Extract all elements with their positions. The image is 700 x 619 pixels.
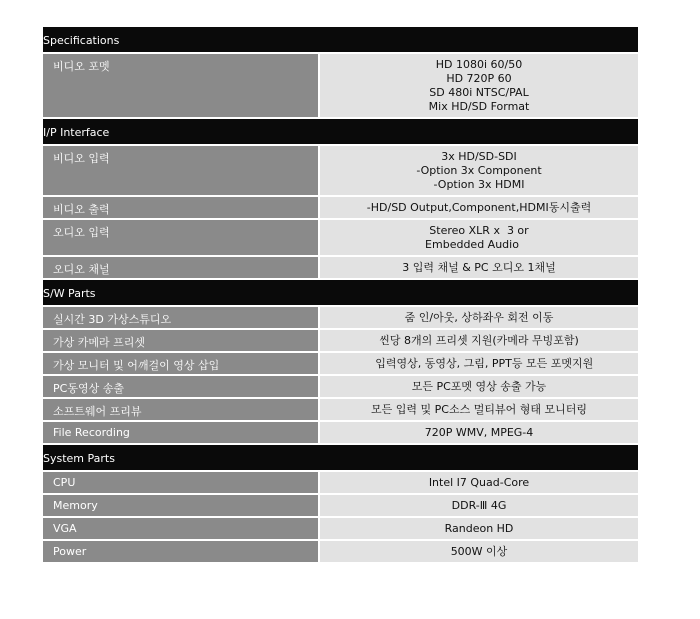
spec-value-line: 씬당 8개의 프리셋 지원(카메라 무빙포함) xyxy=(379,334,579,347)
spec-row xyxy=(43,220,638,257)
spec-value-line: 입력영상, 동영상, 그림, PPT등 모든 포멧지원 xyxy=(364,357,594,370)
spec-value xyxy=(320,495,638,516)
spec-value xyxy=(320,541,638,562)
spec-value xyxy=(320,353,638,374)
spec-value-line: 모든 입력 및 PC소스 멀티뷰어 형태 모니터링 xyxy=(371,403,587,416)
spec-value xyxy=(320,376,638,397)
section-header: I/P Interface xyxy=(43,119,638,146)
spec-row xyxy=(43,54,638,119)
spec-label: VGA xyxy=(43,518,320,539)
spec-value-line: HD 1080i 60/50 xyxy=(435,58,523,71)
spec-label: Memory xyxy=(43,495,320,516)
spec-value-line: 500W 이상 xyxy=(450,545,508,558)
spec-row xyxy=(43,197,638,220)
spec-table xyxy=(43,27,638,564)
spec-value xyxy=(320,399,638,420)
spec-value xyxy=(320,220,638,255)
spec-value-line: Intel I7 Quad-Core xyxy=(428,476,530,489)
spec-value-line: -Option 3x HDMI xyxy=(433,178,525,191)
spec-value-line: SD 480i NTSC/PAL xyxy=(429,86,529,99)
spec-value-line: HD 720P 60 xyxy=(446,72,512,85)
spec-value-line: 줌 인/아웃, 상하좌우 회전 이동 xyxy=(404,311,554,324)
spec-label: PC동영상 송출 xyxy=(43,376,320,397)
spec-row xyxy=(43,472,638,495)
section-header: System Parts xyxy=(43,445,638,472)
spec-value xyxy=(320,518,638,539)
spec-row xyxy=(43,376,638,399)
spec-value xyxy=(320,146,638,195)
spec-value xyxy=(320,472,638,493)
spec-row xyxy=(43,495,638,518)
spec-value-line: DDR-Ⅲ 4G xyxy=(451,499,507,512)
spec-label: 가상 카메라 프리셋 xyxy=(43,330,320,351)
spec-value-line: -HD/SD Output,Component,HDMI동시출력 xyxy=(366,201,592,214)
spec-label: File Recording xyxy=(43,422,320,443)
spec-value-line: 3x HD/SD-SDI xyxy=(441,150,517,163)
spec-value-line: Mix HD/SD Format xyxy=(428,100,530,113)
spec-label: 비디오 포멧 xyxy=(43,54,320,117)
section-header: S/W Parts xyxy=(43,280,638,307)
spec-row xyxy=(43,541,638,564)
spec-row xyxy=(43,422,638,445)
spec-label: 오디오 입력 xyxy=(43,220,320,255)
spec-row xyxy=(43,518,638,541)
spec-value xyxy=(320,330,638,351)
spec-value xyxy=(320,307,638,328)
spec-value-line: 모든 PC포멧 영상 송출 가능 xyxy=(411,380,547,393)
spec-row xyxy=(43,330,638,353)
spec-value xyxy=(320,257,638,278)
spec-label: CPU xyxy=(43,472,320,493)
spec-label: 비디오 출력 xyxy=(43,197,320,218)
spec-label: Power xyxy=(43,541,320,562)
spec-label: 실시간 3D 가상스튜디오 xyxy=(43,307,320,328)
spec-value-line: 3 입력 채널 & PC 오디오 1채널 xyxy=(402,261,556,274)
spec-value-line: -Option 3x Component xyxy=(416,164,542,177)
spec-row xyxy=(43,146,638,197)
spec-value-line: Stereo XLR x 3 or xyxy=(429,224,529,237)
spec-value xyxy=(320,197,638,218)
spec-value-line: 720P WMV, MPEG-4 xyxy=(424,426,534,439)
spec-value xyxy=(320,422,638,443)
spec-row xyxy=(43,399,638,422)
spec-label: 소프트웨어 프리뷰 xyxy=(43,399,320,420)
spec-value-line: Randeon HD xyxy=(444,522,514,535)
spec-row xyxy=(43,307,638,330)
spec-value xyxy=(320,54,638,117)
spec-label: 가상 모니터 및 어깨걸이 영상 삽입 xyxy=(43,353,320,374)
section-header: Specifications xyxy=(43,27,638,54)
spec-row xyxy=(43,257,638,280)
spec-row xyxy=(43,353,638,376)
spec-label: 비디오 입력 xyxy=(43,146,320,195)
spec-value-line: Embedded Audio xyxy=(425,238,533,251)
spec-label: 오디오 채널 xyxy=(43,257,320,278)
